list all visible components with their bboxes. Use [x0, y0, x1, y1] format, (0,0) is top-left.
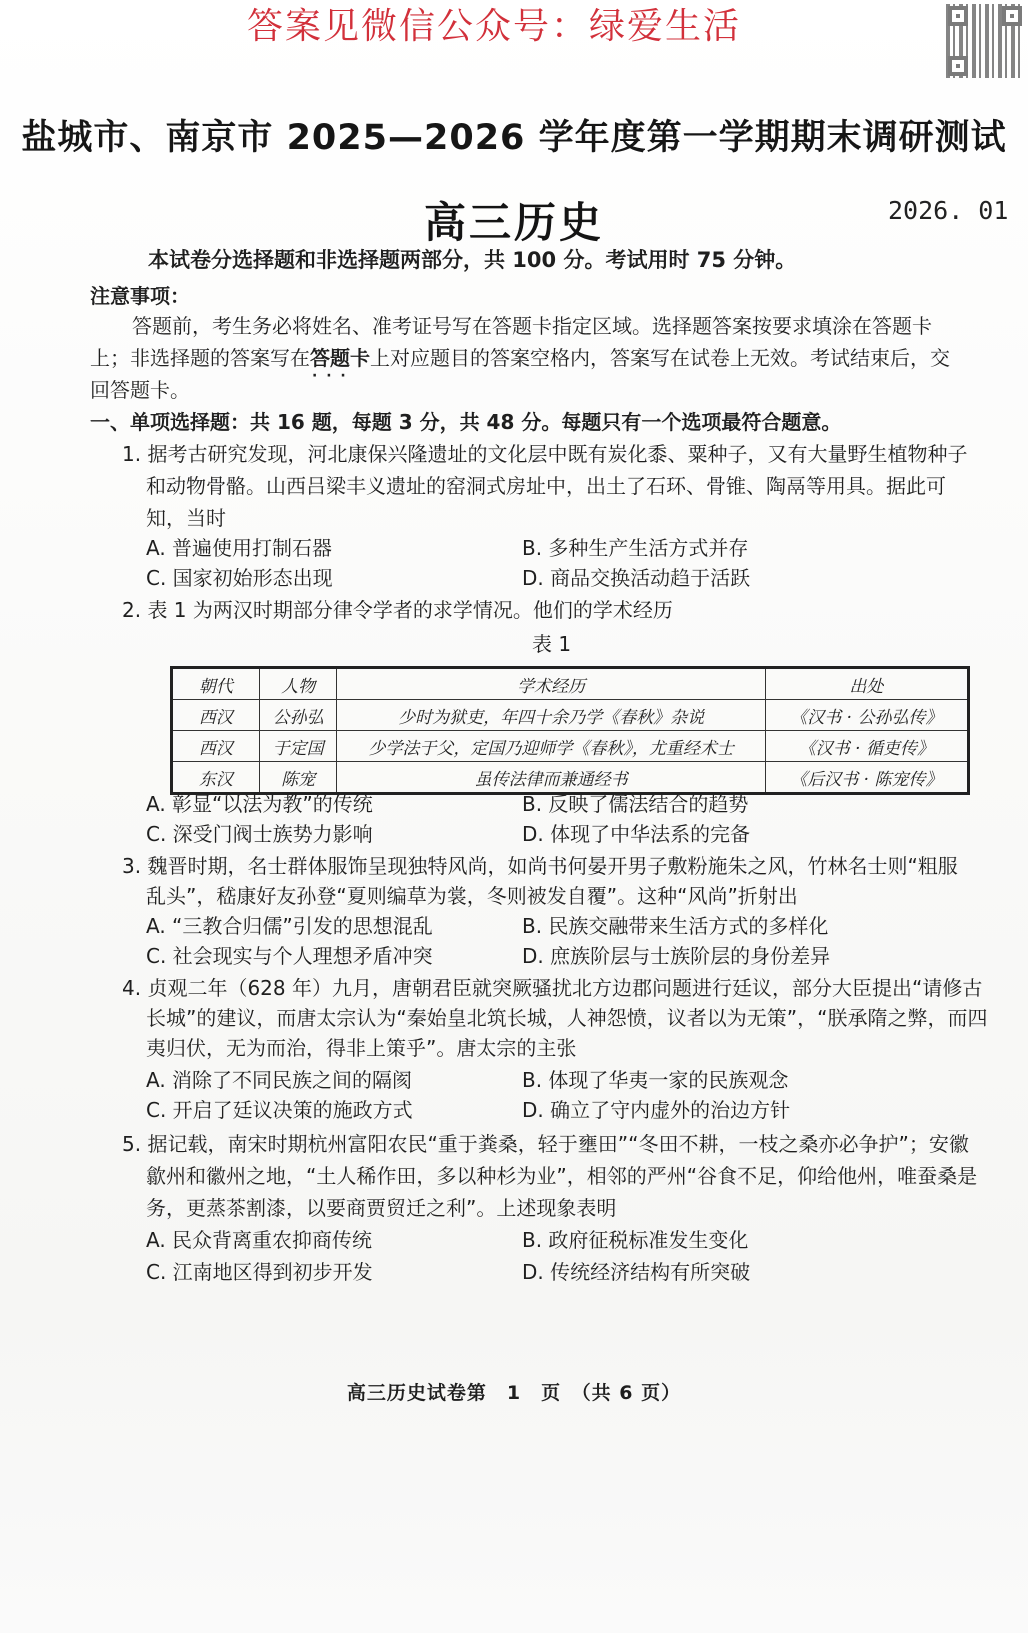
- table-cell-dynasty: 东汉: [172, 762, 260, 794]
- q3-option-c: C. 社会现实与个人理想矛盾冲突: [146, 944, 433, 968]
- notice-emphasis: 答题卡 · · ·: [310, 346, 370, 370]
- table-cell-experience: 少学法于父，定国乃迎师学《春秋》，尤重经术士: [337, 731, 765, 762]
- table-1: [170, 666, 970, 795]
- exam-title: 盐城市、南京市 2025—2026 学年度第一学期期末调研测试: [21, 118, 1007, 158]
- q3-stem-line-1: 3. 魏晋时期，名士群体服饰呈现独特风尚，如尚书何晏开男子敷粉施朱之风，竹林名士则“粗服: [122, 854, 958, 878]
- q1-option-c: C. 国家初始形态出现: [146, 566, 333, 590]
- q1-stem-line-1: 1. 据考古研究发现，河北康保兴隆遗址的文化层中既有炭化黍、粟种子，又有大量野生植物种子: [122, 442, 968, 466]
- qr-code-icon: [946, 4, 1024, 78]
- table-row: [172, 731, 969, 762]
- q3-option-b: B. 民族交融带来生活方式的多样化: [522, 914, 829, 938]
- table-cell-person: 公孙弘: [259, 700, 337, 731]
- table-cell-source: 《后汉书 · 陈宠传》: [765, 762, 968, 794]
- q5-stem-line-2: 歙州和徽州之地，“土人稀作田，多以种杉为业”，相邻的严州“谷食不足，仰给他州，唯蚕桑是: [146, 1164, 978, 1188]
- table-cell-source: 《汉书 · 循吏传》: [765, 731, 968, 762]
- q4-option-b: B. 体现了华夷一家的民族观念: [522, 1068, 789, 1092]
- q5-option-d: D. 传统经济结构有所突破: [522, 1260, 751, 1284]
- notice-line-3: 回答题卡。: [90, 378, 190, 402]
- q2-option-d: D. 体现了中华法系的完备: [522, 822, 751, 846]
- table-header-cell: 出处: [765, 668, 968, 700]
- q4-stem-line-3: 夷归伏，无为而治，得非上策乎”。唐太宗的主张: [146, 1036, 577, 1060]
- table-cell-dynasty: 西汉: [172, 700, 260, 731]
- q4-option-c: C. 开启了廷议决策的施政方式: [146, 1098, 413, 1122]
- table-header-row: [172, 668, 969, 700]
- exam-subject: 高三历史: [423, 198, 604, 247]
- q5-stem-line-3: 务，更蒸茶割漆，以要商贾贸迁之利”。上述现象表明: [146, 1196, 617, 1220]
- notice-heading: 注意事项：: [90, 284, 190, 308]
- exam-date: 2026. 01: [888, 196, 1009, 225]
- q4-stem-line-2: 长城”的建议，而唐太宗认为“秦始皇北筑长城，人神怨愤，议者以为无策”，“朕承隋之弊，而四: [146, 1006, 988, 1030]
- q4-option-a: A. 消除了不同民族之间的隔阂: [146, 1068, 413, 1092]
- table-cell-person: 于定国: [259, 731, 337, 762]
- q3-option-a: A. “三教合归儒”引发的思想混乱: [146, 914, 433, 938]
- q1-stem-line-2: 和动物骨骼。山西吕梁丰义遗址的窑洞式房址中，出土了石环、骨锥、陶鬲等用具。据此可: [146, 474, 946, 498]
- notice-line-2-part-a: 上；非选择题的答案写在: [90, 346, 310, 370]
- table-cell-dynasty: 西汉: [172, 731, 260, 762]
- table-cell-person: 陈宠: [259, 762, 337, 794]
- q5-option-b: B. 政府征税标准发生变化: [522, 1228, 749, 1252]
- q2-option-b: B. 反映了儒法结合的趋势: [522, 792, 749, 816]
- table-header-cell: 学术经历: [337, 668, 765, 700]
- table-cell-experience: 少时为狱吏，年四十余乃学《春秋》杂说: [337, 700, 765, 731]
- notice-line-2: [90, 342, 950, 371]
- q2-option-a: A. 彰显“以法为教”的传统: [146, 792, 373, 816]
- table-header-cell: 朝代: [172, 668, 260, 700]
- q3-option-d: D. 庶族阶层与士族阶层的身份差异: [522, 944, 831, 968]
- q1-option-b: B. 多种生产生活方式并存: [522, 536, 749, 560]
- q5-stem-line-1: 5. 据记载，南宋时期杭州富阳农民“重于粪桑，轻于壅田”“冬田不耕，一枝之桑亦必争护”；安徽: [122, 1132, 969, 1156]
- section-1-heading: 一、单项选择题：共 16 题，每题 3 分，共 48 分。每题只有一个选项最符合题意。: [90, 410, 842, 434]
- q5-option-c: C. 江南地区得到初步开发: [146, 1260, 373, 1284]
- exam-intro: 本试卷分选择题和非选择题两部分，共 100 分。考试用时 75 分钟。: [148, 248, 797, 272]
- q3-stem-line-2: 乱头”，嵇康好友孙登“夏则编草为裳，冬则被发自覆”。这种“风尚”折射出: [146, 884, 798, 908]
- q4-option-d: D. 确立了守内虚外的治边方针: [522, 1098, 791, 1122]
- q4-stem-line-1: 4. 贞观二年（628 年）九月，唐朝君臣就突厥骚扰北方边郡问题进行廷议，部分大臣提出“请修古: [122, 976, 983, 1000]
- table-header-cell: 人物: [259, 668, 337, 700]
- notice-line-1: 答题前，考生务必将姓名、准考证号写在答题卡指定区域。选择题答案按要求填涂在答题卡: [132, 314, 932, 338]
- watermark-banner: 答案见微信公众号：绿爱生活: [246, 6, 741, 47]
- q1-option-d: D. 商品交换活动趋于活跃: [522, 566, 751, 590]
- q2-option-c: C. 深受门阀士族势力影响: [146, 822, 373, 846]
- table-cell-experience: 虽传法律而兼通经书: [337, 762, 765, 794]
- q1-stem-line-3: 知，当时: [146, 506, 226, 530]
- q1-option-a: A. 普遍使用打制石器: [146, 536, 333, 560]
- q2-stem-line-1: 2. 表 1 为两汉时期部分律令学者的求学情况。他们的学术经历: [122, 598, 673, 622]
- table-1-caption: 表 1: [532, 632, 572, 656]
- table-cell-source: 《汉书 · 公孙弘传》: [765, 700, 968, 731]
- q5-option-a: A. 民众背离重农抑商传统: [146, 1228, 373, 1252]
- notice-line-2-part-b: 上对应题目的答案空格内，答案写在试卷上无效。考试结束后，交: [370, 346, 950, 370]
- table-row: [172, 700, 969, 731]
- page-footer: 高三历史试卷第 1 页 （共 6 页）: [346, 1382, 682, 1404]
